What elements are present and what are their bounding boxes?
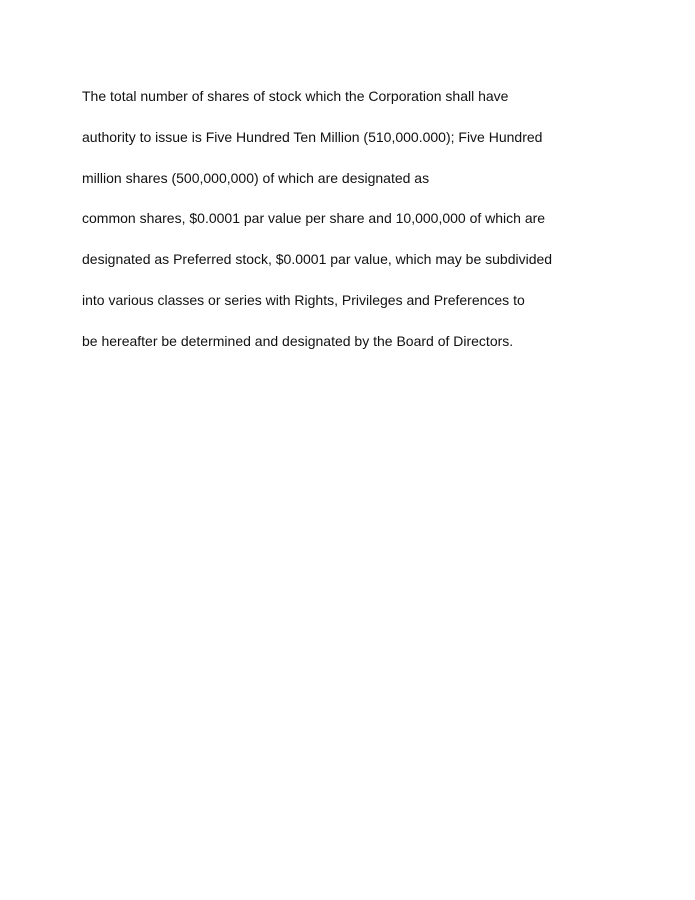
paragraph-line: million shares (500,000,000) of which are designated as: [82, 169, 430, 186]
paragraph-line: designated as Preferred stock, $0.0001 par value, which may be subdivided: [82, 251, 553, 268]
paragraph-line: common shares, $0.0001 par value per share and 10,000,000 of which are: [82, 210, 546, 227]
paragraph-line: authority to issue is Five Hundred Ten Million (510,000.000); Five Hundred: [82, 128, 543, 145]
body-paragraph: [82, 86, 642, 351]
paragraph-line: The total number of shares of stock which the Corporation shall have: [82, 88, 509, 104]
paragraph-line: be hereafter be determined and designated by the Board of Directors.: [82, 332, 514, 349]
paragraph-line: into various classes or series with Rights, Privileges and Preferences to: [82, 291, 525, 308]
